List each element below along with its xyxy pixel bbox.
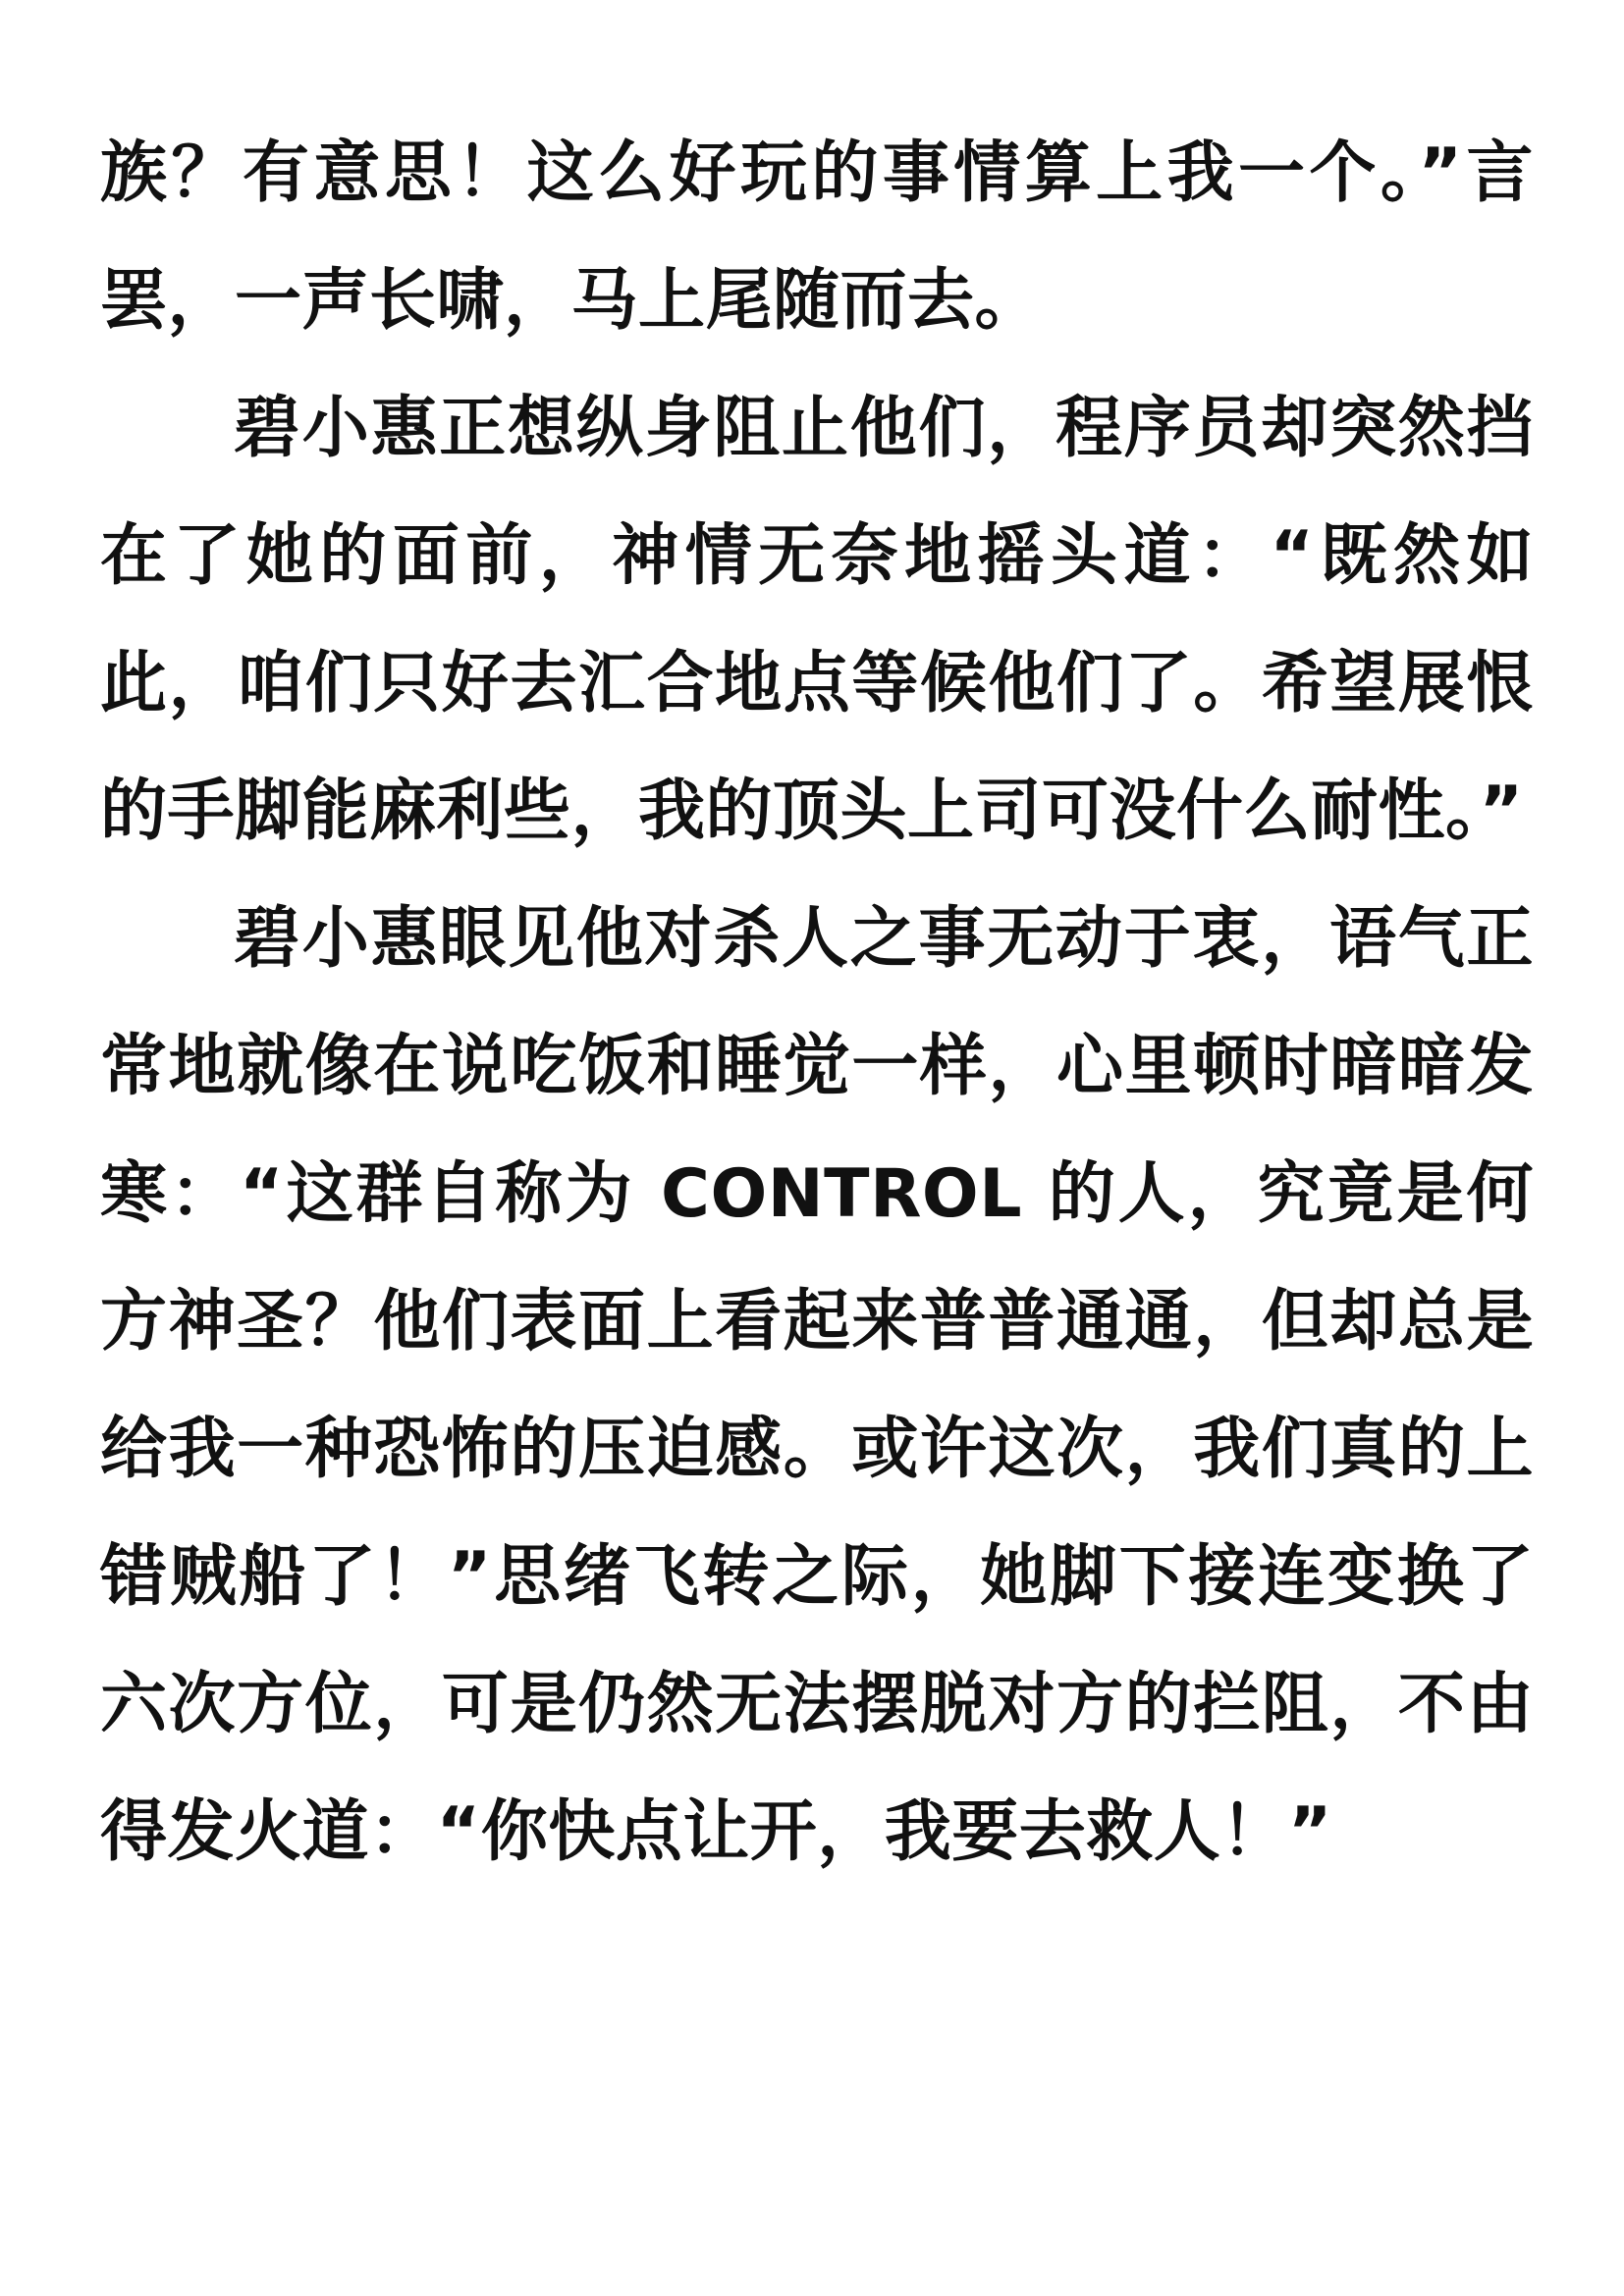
paragraph-1: 族？有意思！这么好玩的事情算上我一个。”言罢，一声长啸，马上尾随而去。: [100, 134, 1534, 340]
body-text: [100, 110, 1534, 1896]
paragraph-3: 碧小惠眼见他对杀人之事无动于衷，语气正常地就像在说吃饭和睡觉一样，心里顿时暗暗发寒：“这群自称为 CONTROL 的人，究竟是何方神圣？他们表面上看起来普普通通，但却总是给我一种恐怖的压迫感。或许这次，我们真的上错贼船了！”思绪飞转之际，她脚下接连变换了六次方位，可是仍然无法摆脱对方的拦阻，不由得发火道：“你快点让开，我要去救人！”: [100, 900, 1534, 1871]
paragraph-2: 碧小惠正想纵身阻止他们，程序员却突然挡在了她的面前，神情无奈地摇头道：“既然如此，咱们只好去汇合地点等候他们了。希望展恨的手脚能麻利些，我的顶头上司可没什么耐性。”: [100, 390, 1534, 850]
